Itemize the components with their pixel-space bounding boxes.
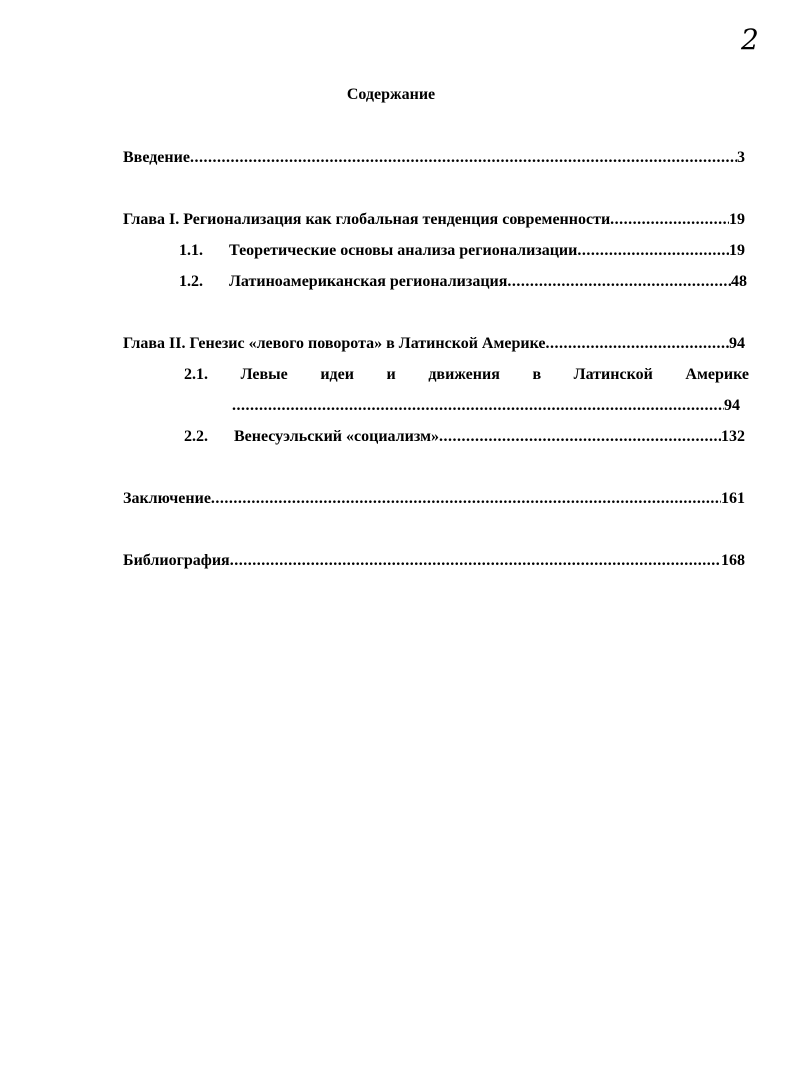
toc-entry-page: 161 <box>721 490 745 507</box>
toc-leader-dots <box>211 489 721 509</box>
toc-entry-page: 19 <box>729 242 745 259</box>
toc-entry-chapter-2[interactable] <box>123 334 745 354</box>
toc-entry-page: 48 <box>731 273 747 290</box>
toc-entry-page: 19 <box>729 211 745 228</box>
toc-leader-dots <box>232 396 724 416</box>
toc-entry-label: Введение <box>123 149 190 166</box>
toc-entry-bibliography[interactable] <box>123 551 745 571</box>
toc-entry-page: 132 <box>721 428 745 445</box>
toc-entry-label: Заключение <box>123 490 211 507</box>
toc-leader-dots <box>546 334 729 354</box>
toc-entry-word: в <box>532 366 542 383</box>
toc-entry-word: идеи <box>320 366 354 383</box>
toc-entry-chapter-1[interactable] <box>123 210 745 230</box>
toc-entry-page: 3 <box>737 149 745 166</box>
toc-entry-section-2-1[interactable] <box>184 365 749 385</box>
toc-leader-dots <box>230 551 721 571</box>
toc-section-number: 1.1. <box>179 242 203 259</box>
toc-entry-section-1-1[interactable] <box>179 241 745 261</box>
toc-entry-page: 94 <box>729 335 745 352</box>
toc-entry-word: и <box>386 366 396 383</box>
toc-entry-word: Америке <box>685 366 749 383</box>
toc-entry-label: Латиноамериканская регионализация <box>229 273 508 290</box>
toc-entry-label: Библиография <box>123 552 230 569</box>
toc-entry-label: Теоретические основы анализа регионализации <box>229 242 578 259</box>
toc-section-number: 2.2. <box>184 428 208 445</box>
toc-leader-dots <box>439 427 721 447</box>
toc-entry-section-2-1-continuation[interactable] <box>232 396 740 416</box>
toc-leader-dots <box>610 210 729 230</box>
toc-entry-page: 168 <box>721 552 745 569</box>
page-title: Содержание <box>346 86 436 103</box>
toc-entry-word: Латинской <box>573 366 653 383</box>
toc-entry-label: Глава II. Генезис «левого поворота» в Латинской Америке <box>123 335 546 352</box>
toc-entry-page: 94 <box>724 397 740 414</box>
toc-entry-label: Венесуэльский «социализм» <box>234 428 439 445</box>
toc-leader-dots <box>507 272 731 292</box>
toc-entry-section-1-2[interactable] <box>179 272 747 292</box>
toc-entry-section-2-2[interactable] <box>184 427 745 447</box>
handwritten-page-number: 2 <box>741 23 759 56</box>
toc-entry-word: движения <box>428 366 500 383</box>
toc-entry-label: Глава I. Регионализация как глобальная тенденция современности <box>123 211 611 228</box>
toc-entry-word: Левые <box>240 366 288 383</box>
toc-leader-dots <box>577 241 729 261</box>
toc-leader-dots <box>190 148 737 168</box>
toc-section-number: 2.1. <box>184 366 208 383</box>
toc-entry-intro[interactable] <box>123 148 745 168</box>
toc-section-number: 1.2. <box>179 273 203 290</box>
toc-entry-conclusion[interactable] <box>123 489 745 509</box>
